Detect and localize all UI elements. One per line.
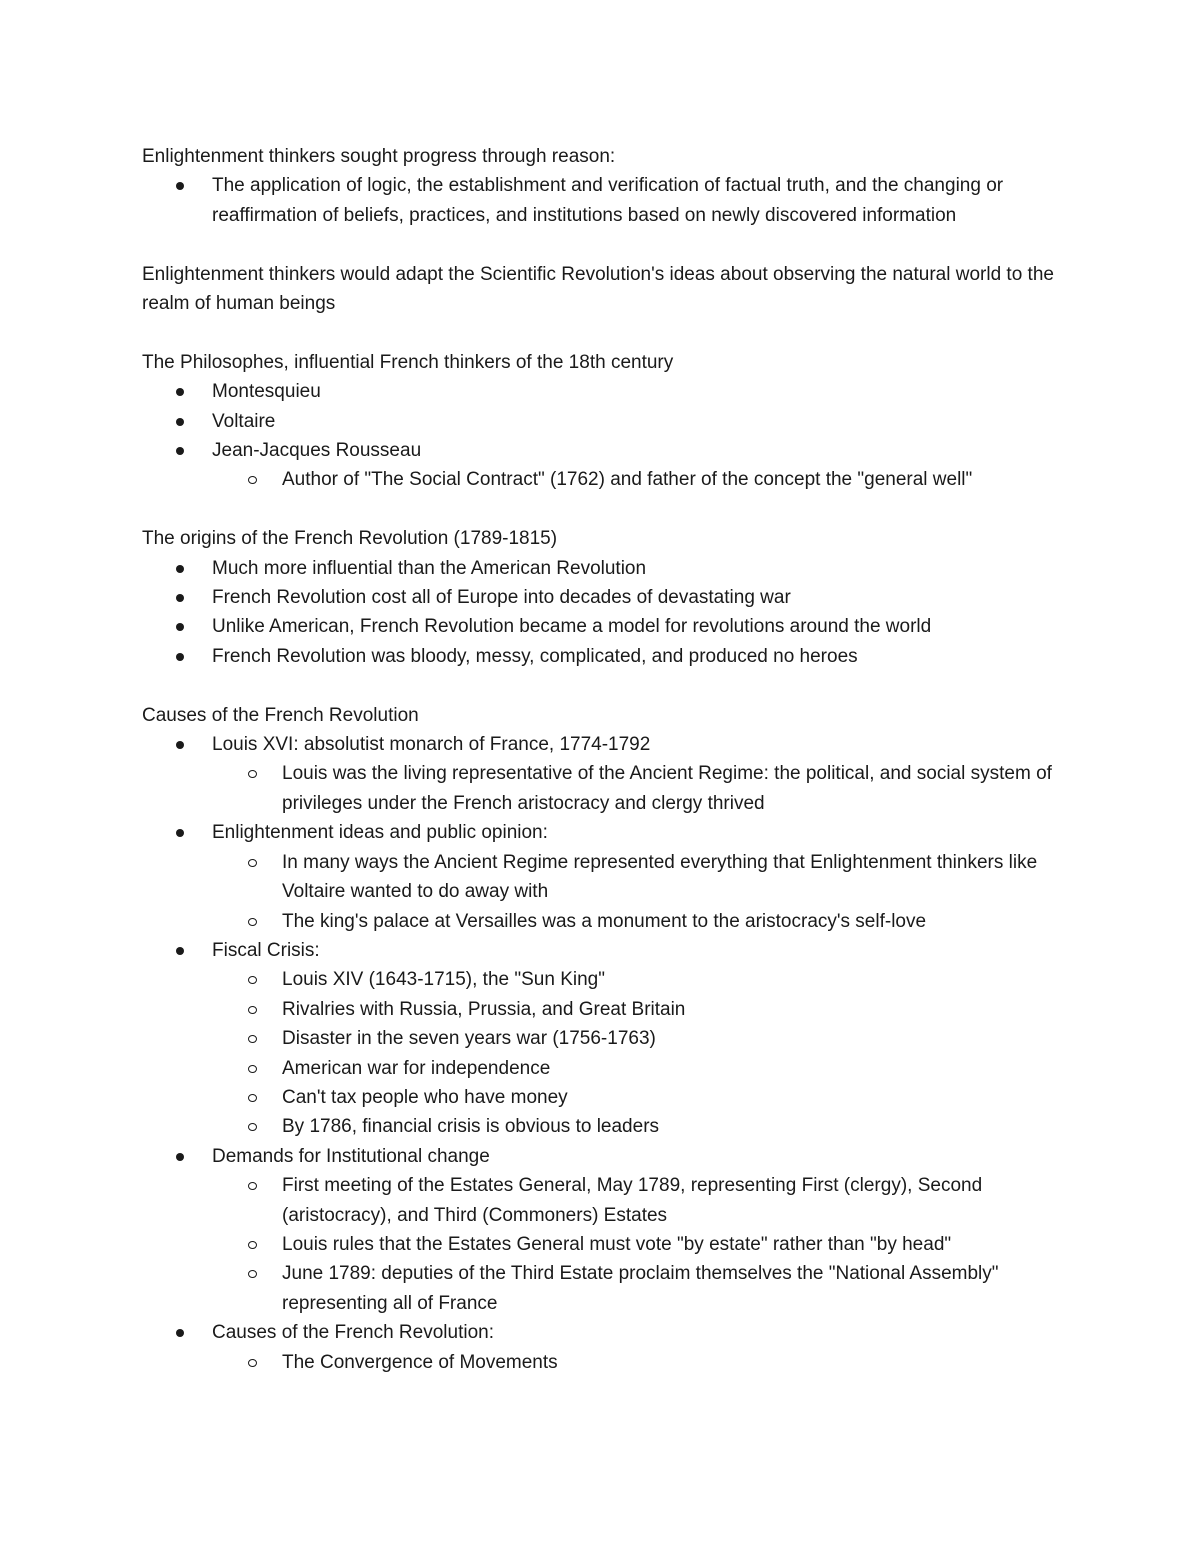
filled-bullet-icon [176, 418, 184, 426]
filled-bullet-icon [176, 182, 184, 190]
hollow-bullet-icon [248, 1094, 257, 1102]
sub-list-item [142, 759, 1062, 818]
list-item [142, 936, 1062, 965]
filled-bullet-icon [176, 947, 184, 955]
hollow-bullet-icon [248, 1241, 257, 1249]
hollow-bullet-icon [248, 476, 257, 484]
sub-list-item-text: In many ways the Ancient Regime represented everything that Enlightenment thinkers like Voltaire wanted to do away with [282, 851, 1038, 903]
hollow-bullet-icon [248, 1270, 257, 1278]
section-philosophes [142, 348, 1062, 495]
bullet-list [142, 377, 1062, 495]
sub-list-item [142, 907, 1062, 936]
list-item [142, 818, 1062, 847]
section-heading: Enlightenment thinkers sought progress through reason: [142, 146, 616, 167]
sub-list-item [142, 1230, 1062, 1259]
filled-bullet-icon [176, 594, 184, 602]
sub-list-item [142, 1112, 1062, 1141]
filled-bullet-icon [176, 565, 184, 573]
sub-list-item [142, 848, 1062, 907]
list-item-text: Voltaire [212, 410, 276, 432]
list-item [142, 407, 1062, 436]
sub-list-item [142, 465, 1062, 494]
filled-bullet-icon [176, 741, 184, 749]
section-origins-french-revolution [142, 524, 1062, 671]
hollow-bullet-icon [248, 918, 257, 926]
list-item-text: Unlike American, French Revolution became a model for revolutions around the world [212, 616, 932, 638]
hollow-bullet-icon [248, 1359, 257, 1367]
sub-list-item-text: Louis was the living representative of the Ancient Regime: the political, and social system of privileges under the French aristocracy and clergy thrived [282, 763, 1052, 814]
sub-list-item [142, 1083, 1062, 1112]
filled-bullet-icon [176, 829, 184, 837]
hollow-bullet-icon [248, 859, 257, 867]
section-causes-french-revolution [142, 701, 1062, 1377]
list-item-text: Fiscal Crisis: [212, 939, 320, 961]
list-item-text: French Revolution was bloody, messy, complicated, and produced no heroes [212, 645, 858, 667]
bullet-list [142, 171, 1062, 230]
hollow-bullet-icon [248, 1123, 257, 1131]
sub-list-item [142, 1054, 1062, 1083]
filled-bullet-icon [176, 623, 184, 631]
paragraph-text: Enlightenment thinkers would adapt the Scientific Revolution's ideas about observing the natural world to the realm of human beings [142, 263, 1054, 315]
hollow-bullet-icon [248, 770, 257, 778]
sub-list-item-text: First meeting of the Estates General, May 1789, representing First (clergy), Second (aristocracy), and Third (Commoners) Estates [282, 1175, 983, 1226]
list-item-text: Enlightenment ideas and public opinion: [212, 822, 548, 844]
list-item [142, 1318, 1062, 1347]
sub-list-item-text: Louis rules that the Estates General must vote "by estate" rather than "by head" [282, 1233, 952, 1255]
sub-list-item-text: Rivalries with Russia, Prussia, and Great Britain [282, 998, 686, 1020]
sub-list-item [142, 1024, 1062, 1053]
filled-bullet-icon [176, 1329, 184, 1337]
sub-list-item [142, 1259, 1062, 1318]
section-heading: The Philosophes, influential French thinkers of the 18th century [142, 351, 674, 373]
hollow-bullet-icon [248, 1182, 257, 1190]
sub-list-item-text: Disaster in the seven years war (1756-1763) [282, 1028, 656, 1050]
list-item [142, 171, 1062, 230]
list-item [142, 1142, 1062, 1171]
sub-list-item [142, 1171, 1062, 1230]
list-item [142, 583, 1062, 612]
bullet-list [142, 554, 1062, 672]
sub-list-item-text: Author of "The Social Contract" (1762) and father of the concept the "general well" [282, 469, 973, 491]
list-item-text: Much more influential than the American Revolution [212, 557, 647, 579]
document-body [142, 142, 1062, 1406]
section-enlightenment-reason [142, 142, 1062, 230]
section-heading: Causes of the French Revolution [142, 704, 419, 726]
list-item-text: The application of logic, the establishment and verification of factual truth, and the changing or reaffirmation of beliefs, practices, and institutions based on newly discovered information [212, 175, 1004, 226]
sub-list-item-text: Can't tax people who have money [282, 1086, 568, 1108]
section-heading: The origins of the French Revolution (1789-1815) [142, 528, 558, 550]
sub-list-item [142, 995, 1062, 1024]
sub-list-item-text: Louis XIV (1643-1715), the "Sun King" [282, 969, 605, 991]
list-item-text: Montesquieu [212, 381, 321, 403]
list-item [142, 730, 1062, 759]
sub-list-item-text: The Convergence of Movements [282, 1351, 558, 1373]
sub-list-item-text: American war for independence [282, 1057, 551, 1079]
list-item-text: Louis XVI: absolutist monarch of France, 1774-1792 [212, 734, 651, 756]
list-item [142, 554, 1062, 583]
list-item [142, 612, 1062, 641]
hollow-bullet-icon [248, 1035, 257, 1043]
filled-bullet-icon [176, 1153, 184, 1161]
section-scientific-revolution [142, 260, 1062, 319]
hollow-bullet-icon [248, 1065, 257, 1073]
sub-list-item [142, 1348, 1062, 1377]
sub-list-item-text: By 1786, financial crisis is obvious to leaders [282, 1116, 660, 1138]
bullet-list [142, 730, 1062, 1377]
filled-bullet-icon [176, 653, 184, 661]
list-item-text: Causes of the French Revolution: [212, 1322, 494, 1344]
sub-list-item [142, 965, 1062, 994]
list-item-text: Demands for Institutional change [212, 1145, 490, 1167]
sub-list-item-text: June 1789: deputies of the Third Estate proclaim themselves the "National Assembly" representing all of France [282, 1263, 999, 1314]
list-item [142, 642, 1062, 671]
filled-bullet-icon [176, 447, 184, 455]
list-item-text: Jean-Jacques Rousseau [212, 440, 422, 462]
filled-bullet-icon [176, 388, 184, 396]
hollow-bullet-icon [248, 1006, 257, 1014]
list-item-text: French Revolution cost all of Europe into decades of devastating war [212, 587, 791, 609]
list-item [142, 436, 1062, 465]
hollow-bullet-icon [248, 976, 257, 984]
sub-list-item-text: The king's palace at Versailles was a monument to the aristocracy's self-love [282, 910, 927, 932]
list-item [142, 377, 1062, 406]
